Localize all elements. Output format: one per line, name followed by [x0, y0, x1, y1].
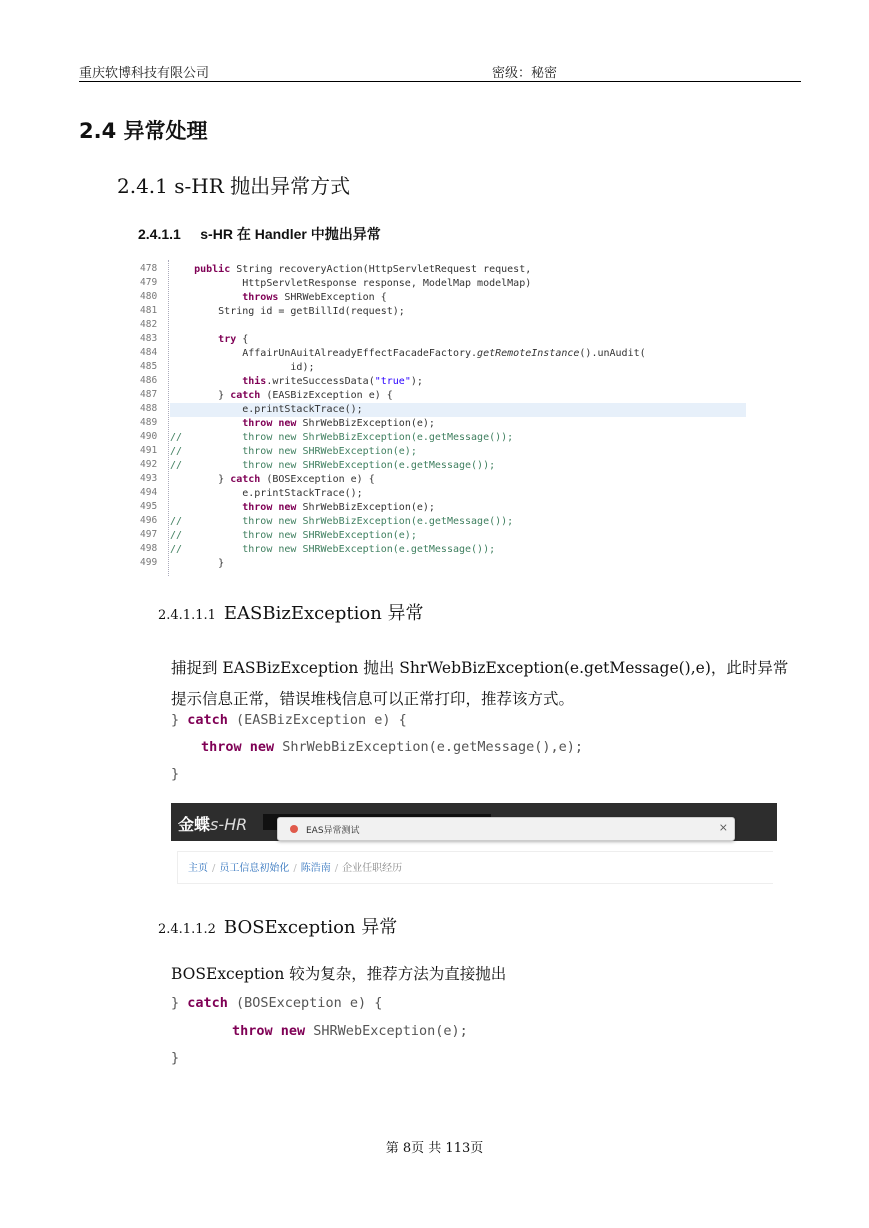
line-number: 486	[140, 375, 158, 386]
ide-code-line: id);	[170, 362, 315, 373]
heading-easbizexception	[158, 599, 424, 625]
line-number: 479	[140, 277, 158, 288]
breadcrumb-item[interactable]: 陈浩南	[300, 863, 331, 874]
error-dot-icon	[290, 825, 298, 833]
line-number: 498	[140, 543, 158, 554]
heading-title: BOSException 异常	[223, 917, 398, 938]
ide-code-line: // throw new SHRWebException(e);	[170, 530, 417, 541]
line-number: 493	[140, 473, 158, 484]
line-number: 491	[140, 445, 158, 456]
section-heading: 2.4 异常处理	[79, 119, 208, 143]
heading-number: 2.4.1.1.2	[158, 922, 216, 937]
code-line: throw new SHRWebException(e);	[232, 1023, 468, 1039]
app-logo: 金蝶s-HR	[178, 815, 248, 834]
paragraph-line: BOSException 较为复杂，推荐方法为直接抛出	[171, 965, 507, 983]
ide-code-line: } catch (BOSException e) {	[170, 474, 375, 485]
line-number: 485	[140, 361, 158, 372]
ide-code-screenshot	[138, 260, 748, 576]
code-line: }	[171, 766, 180, 782]
line-number: 494	[140, 487, 158, 498]
breadcrumb-home[interactable]: 主页	[188, 863, 208, 874]
ide-code-line: }	[170, 558, 225, 569]
ide-code-line: AffairUnAuitAlreadyEffectFacadeFactory.getRemoteInstance().unAudit(	[170, 348, 646, 359]
ide-code-line: throws SHRWebException {	[242, 292, 387, 303]
page-footer: 第 8页 共 113页	[385, 1141, 484, 1156]
subsection-heading: 2.4.1 s-HR 抛出异常方式	[117, 174, 351, 198]
line-number: 480	[140, 291, 158, 302]
line-number: 497	[140, 529, 158, 540]
paragraph-line: 捕捉到 EASBizException 抛出 ShrWebBizException(e.getMessage(),e)，此时异常	[171, 659, 789, 677]
line-number: 487	[140, 389, 158, 400]
ide-code-line: // throw new ShrWebBizException(e.getMessage());	[170, 516, 514, 527]
header-divider	[79, 81, 801, 82]
line-number: 478	[140, 263, 158, 274]
heading-title: EASBizException 异常	[223, 603, 424, 624]
header-company: 重庆软博科技有限公司	[79, 66, 210, 81]
ide-code-line: this.writeSuccessData("true");	[242, 376, 423, 387]
line-number: 484	[140, 347, 158, 358]
ide-code-line: HttpServletResponse response, ModelMap modelMap)	[170, 278, 532, 289]
line-number: 495	[140, 501, 158, 512]
line-number: 482	[140, 319, 158, 330]
line-number: 483	[140, 333, 158, 344]
ide-code-line: e.printStackTrace();	[170, 488, 363, 499]
ide-code-line: // throw new SHRWebException(e.getMessage());	[170, 460, 496, 471]
ide-code-line: throw new ShrWebBizException(e);	[242, 418, 435, 429]
error-toast	[277, 817, 735, 841]
ide-code-line: // throw new SHRWebException(e.getMessage());	[170, 544, 496, 555]
ide-code-line: e.printStackTrace();	[170, 404, 363, 415]
subsubsection-heading: 2.4.1.1 s-HR 在 Handler 中抛出异常	[138, 226, 381, 242]
code-line: throw new ShrWebBizException(e.getMessage(),e);	[201, 739, 584, 755]
line-number: 481	[140, 305, 158, 316]
ide-code-line: // throw new SHRWebException(e);	[170, 446, 417, 457]
code-line: }	[171, 1050, 180, 1066]
breadcrumb: 主页 / 员工信息初始化 / 陈浩南 / 企业任职经历	[177, 851, 773, 884]
ide-code-line: } catch (EASBizException e) {	[170, 390, 393, 401]
shr-app-screenshot	[171, 803, 777, 889]
ide-code-line: public String recoveryAction(HttpServletRequest request,	[194, 264, 532, 275]
ide-code-line: throw new ShrWebBizException(e);	[242, 502, 435, 513]
line-number: 499	[140, 557, 158, 568]
line-number: 496	[140, 515, 158, 526]
line-number: 488	[140, 403, 158, 414]
breadcrumb-item[interactable]: 员工信息初始化	[219, 863, 290, 874]
breadcrumb-current: 企业任职经历	[342, 863, 403, 874]
paragraph-line: 提示信息正常，错误堆栈信息可以正常打印，推荐该方式。	[171, 690, 575, 708]
line-number: 492	[140, 459, 158, 470]
code-line: } catch (BOSException e) {	[171, 995, 383, 1011]
heading-bosexception	[158, 913, 397, 939]
heading-number: 2.4.1.1.1	[158, 608, 216, 623]
line-number: 489	[140, 417, 158, 428]
ide-code-line: // throw new ShrWebBizException(e.getMessage());	[170, 432, 514, 443]
close-icon[interactable]: ×	[718, 821, 728, 834]
toast-message: EAS异常测试	[306, 826, 360, 836]
ide-code-line: try {	[218, 334, 249, 345]
ide-code-line: String id = getBillId(request);	[170, 306, 405, 317]
header-security: 密级：秘密	[492, 66, 558, 81]
line-number: 490	[140, 431, 158, 442]
code-line: } catch (EASBizException e) {	[171, 712, 407, 728]
